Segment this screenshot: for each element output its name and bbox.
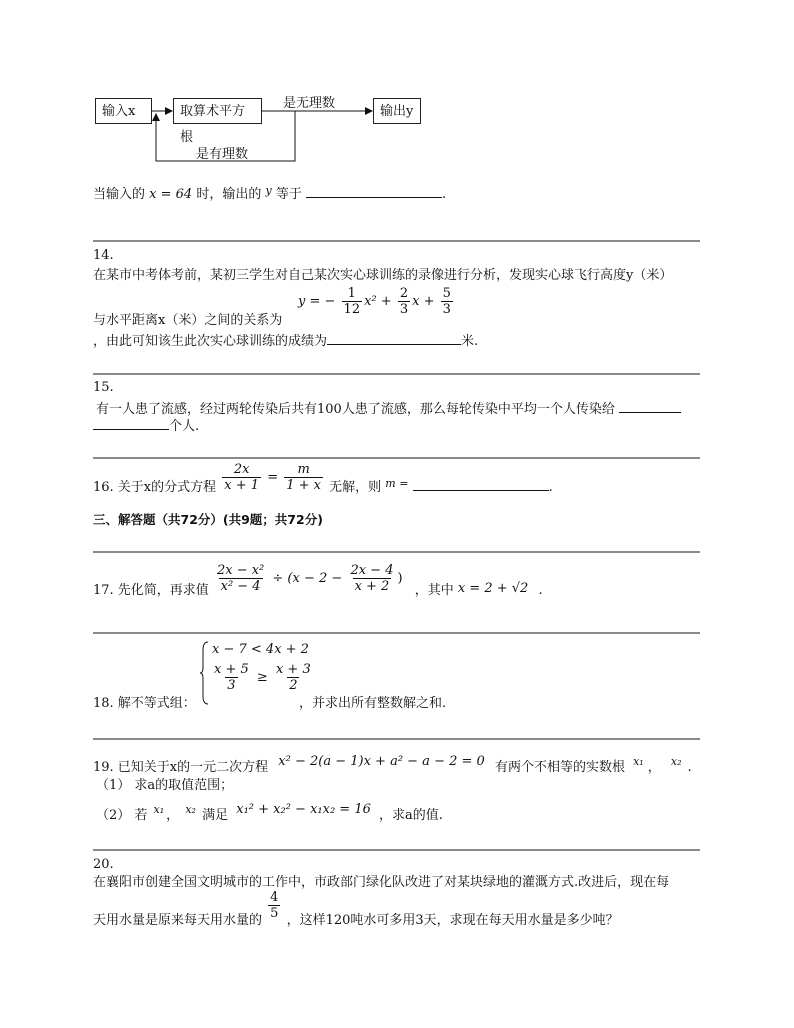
divider [93, 738, 700, 740]
divider [93, 457, 700, 459]
question-15-line2: 个人. [93, 415, 199, 434]
flowchart-rational-label: 是有理数 [196, 147, 249, 162]
question-14-line3: ，由此可知该生此次实心球训练的成绩为 米. [93, 330, 478, 349]
divider [93, 373, 700, 375]
answer-blank[interactable] [413, 477, 549, 491]
question-19-part2: （2） 若 $^{x_1}$ ， $^{x_2}$ 满足 x₁² + x₂² − x₁x₂ = 16 ，求a的值. [96, 802, 443, 823]
question-15-number: 15. [93, 380, 114, 395]
flowchart-output-box: 输出y [373, 98, 421, 124]
flowchart-arrows [0, 0, 794, 200]
flowchart-process-box: 取算术平方根 [173, 98, 262, 124]
flowchart-irrational-label: 是无理数 [283, 96, 336, 111]
question-14-formula: y = − $\frac{1}{12}$ x² + $\frac{2}{3}$ x + $\frac{5}{3}$ [298, 286, 451, 317]
divider [93, 551, 700, 553]
question-20-line1: 在襄阳市创建全国文明城市的工作中，市政部门绿化队改进了对某块绿地的灌溉方式.改进后，现在每 [93, 875, 670, 890]
question-15-line1: 有一人患了流感，经过两轮传染后共有100人患了流感，那么每轮传染中平均一个人传染给 [96, 398, 681, 417]
divider [93, 632, 700, 634]
question-14-line2: 与水平距离x（米）之间的关系为 [93, 313, 283, 328]
question-19-line1: 19. 已知关于x的一元二次方程 x² − 2(a − 1)x + a² − a − 2 = 0 有两个不相等的实数根 $^{x_1}$ ， $^{x_2}$ . [93, 754, 692, 775]
question-18-label: 18. 解不等式组： [93, 696, 196, 711]
question-16: 16. 关于x的分式方程 $\frac{2x}{x + 1}$ = $\frac{m}{1 + x}$ 无解，则 $_{m =}$ . [93, 462, 553, 495]
divider [93, 240, 700, 242]
answer-blank[interactable] [93, 416, 169, 430]
question-19-part1: （1） 求a的取值范围； [96, 778, 234, 793]
divider [93, 849, 700, 851]
answer-blank[interactable] [619, 399, 681, 413]
question-20-line2: 天用水量是原来每天用水量的 $\frac{4}{5}$ ，这样120吨水可多用3天，求现在每天用水量是多少吨？ [93, 890, 619, 928]
question-20-number: 20. [93, 857, 114, 872]
brace-icon [200, 640, 210, 706]
answer-blank[interactable] [327, 331, 461, 345]
answer-blank[interactable] [306, 184, 442, 198]
section-header: 三、解答题（共72分）(共9题；共72分) [93, 512, 323, 527]
question-14-line1: 在某市中考体考前，某初三学生对自己某次实心球训练的录像进行分析，发现实心球飞行高度y（米） [93, 268, 673, 283]
question-13: 当输入的 x = 64 时，输出的 $^y$ 等于 . [93, 184, 447, 202]
question-18-tail: ，并求出所有整数解之和. [299, 696, 447, 711]
question-14-number: 14. [93, 248, 114, 263]
question-17: 17. 先化简，再求值 $\frac{\text{2x − x²}}{\text{x² − 4}}$ ÷ (x − 2 − $\frac{2x - 4}{x + 2}$ ) ，其中 x = 2 + √2 . [93, 563, 543, 598]
flowchart-input-box: 输入x [95, 98, 152, 124]
question-18-system: x − 7 < 4x + 2 $\frac{x + 5}{3}$ ≥ $\frac{x + 3}{2}$ [200, 640, 300, 706]
